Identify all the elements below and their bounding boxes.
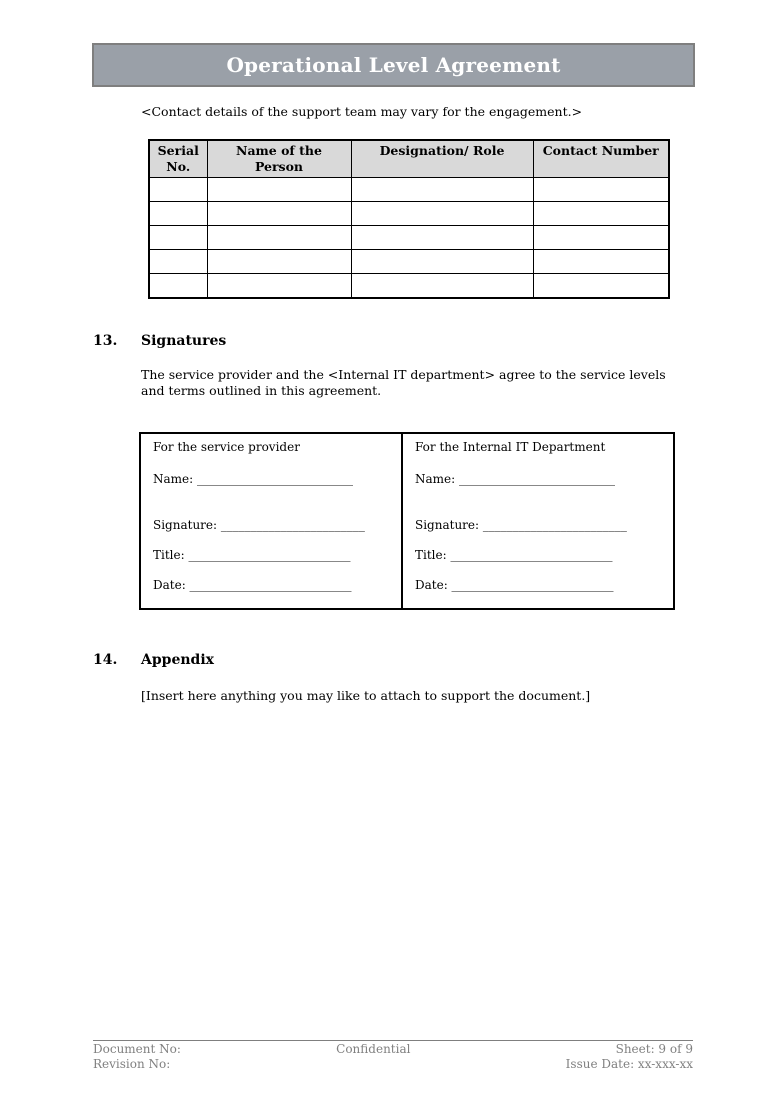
department-name-line: Name: __________________________: [415, 472, 615, 486]
header-person-name: Name of the Person: [207, 140, 351, 178]
header-contact-number: Contact Number: [533, 140, 669, 178]
table-cell-empty: [351, 226, 533, 250]
department-date-line: Date: ___________________________: [415, 578, 614, 592]
table-cell-empty: [149, 274, 207, 298]
table-cell-empty: [149, 226, 207, 250]
table-cell-empty: [533, 178, 669, 202]
signature-cell-department: [403, 434, 673, 608]
table-cell-empty: [351, 250, 533, 274]
table-row: [149, 226, 669, 250]
department-title-line: Title: ___________________________: [415, 548, 613, 562]
page-footer: [93, 1042, 693, 1072]
footer-issue-date: Issue Date: xx-xxx-xx: [565, 1057, 693, 1071]
header-designation: Designation/ Role: [351, 140, 533, 178]
footer-divider: [93, 1040, 693, 1041]
signatures-paragraph: The service provider and the <Internal IT department> agree to the service levels and terms outlined in this agreement.: [141, 367, 666, 398]
section-14-heading: [93, 652, 214, 668]
header-serial-no: Serial No.: [149, 140, 207, 178]
section-title: Appendix: [141, 652, 214, 668]
signature-box: [139, 432, 675, 610]
department-heading: For the Internal IT Department: [415, 440, 606, 454]
table-cell-empty: [207, 178, 351, 202]
table-cell-empty: [533, 226, 669, 250]
footer-revision-no: Revision No:: [93, 1057, 171, 1071]
section-13-heading: [93, 333, 226, 349]
table-row: [149, 178, 669, 202]
appendix-paragraph: [Insert here anything you may like to attach to support the document.]: [141, 688, 591, 703]
section-title: Signatures: [141, 333, 227, 349]
provider-title-line: Title: ___________________________: [153, 548, 351, 562]
table-cell-empty: [207, 274, 351, 298]
table-row: [149, 202, 669, 226]
footer-confidential: Confidential: [336, 1042, 411, 1056]
table-cell-empty: [533, 274, 669, 298]
provider-date-line: Date: ___________________________: [153, 578, 352, 592]
table-cell-empty: [351, 274, 533, 298]
table-cell-empty: [207, 202, 351, 226]
department-signature-line: Signature: ________________________: [415, 518, 627, 532]
footer-document-no: Document No:: [93, 1042, 181, 1056]
contact-table: [148, 139, 670, 299]
section-number: 14.: [93, 652, 118, 668]
provider-heading: For the service provider: [153, 440, 300, 454]
footer-sheet: Sheet: 9 of 9: [615, 1042, 693, 1056]
intro-note: <Contact details of the support team may vary for the engagement.>: [141, 104, 583, 119]
provider-signature-line: Signature: ________________________: [153, 518, 365, 532]
table-cell-empty: [533, 250, 669, 274]
section-number: 13.: [93, 333, 118, 349]
table-cell-empty: [149, 250, 207, 274]
table-cell-empty: [533, 202, 669, 226]
table-cell-empty: [207, 250, 351, 274]
footer-left: [93, 1042, 181, 1072]
table-cell-empty: [207, 226, 351, 250]
footer-right: [566, 1042, 693, 1072]
table-cell-empty: [351, 178, 533, 202]
table-cell-empty: [351, 202, 533, 226]
signature-cell-provider: [141, 434, 403, 608]
contact-table-header-row: [149, 140, 669, 178]
title-banner: [92, 43, 695, 87]
table-row: [149, 250, 669, 274]
provider-name-line: Name: __________________________: [153, 472, 353, 486]
table-cell-empty: [149, 202, 207, 226]
table-row: [149, 274, 669, 298]
table-cell-empty: [149, 178, 207, 202]
document-title: Operational Level Agreement: [226, 53, 561, 77]
